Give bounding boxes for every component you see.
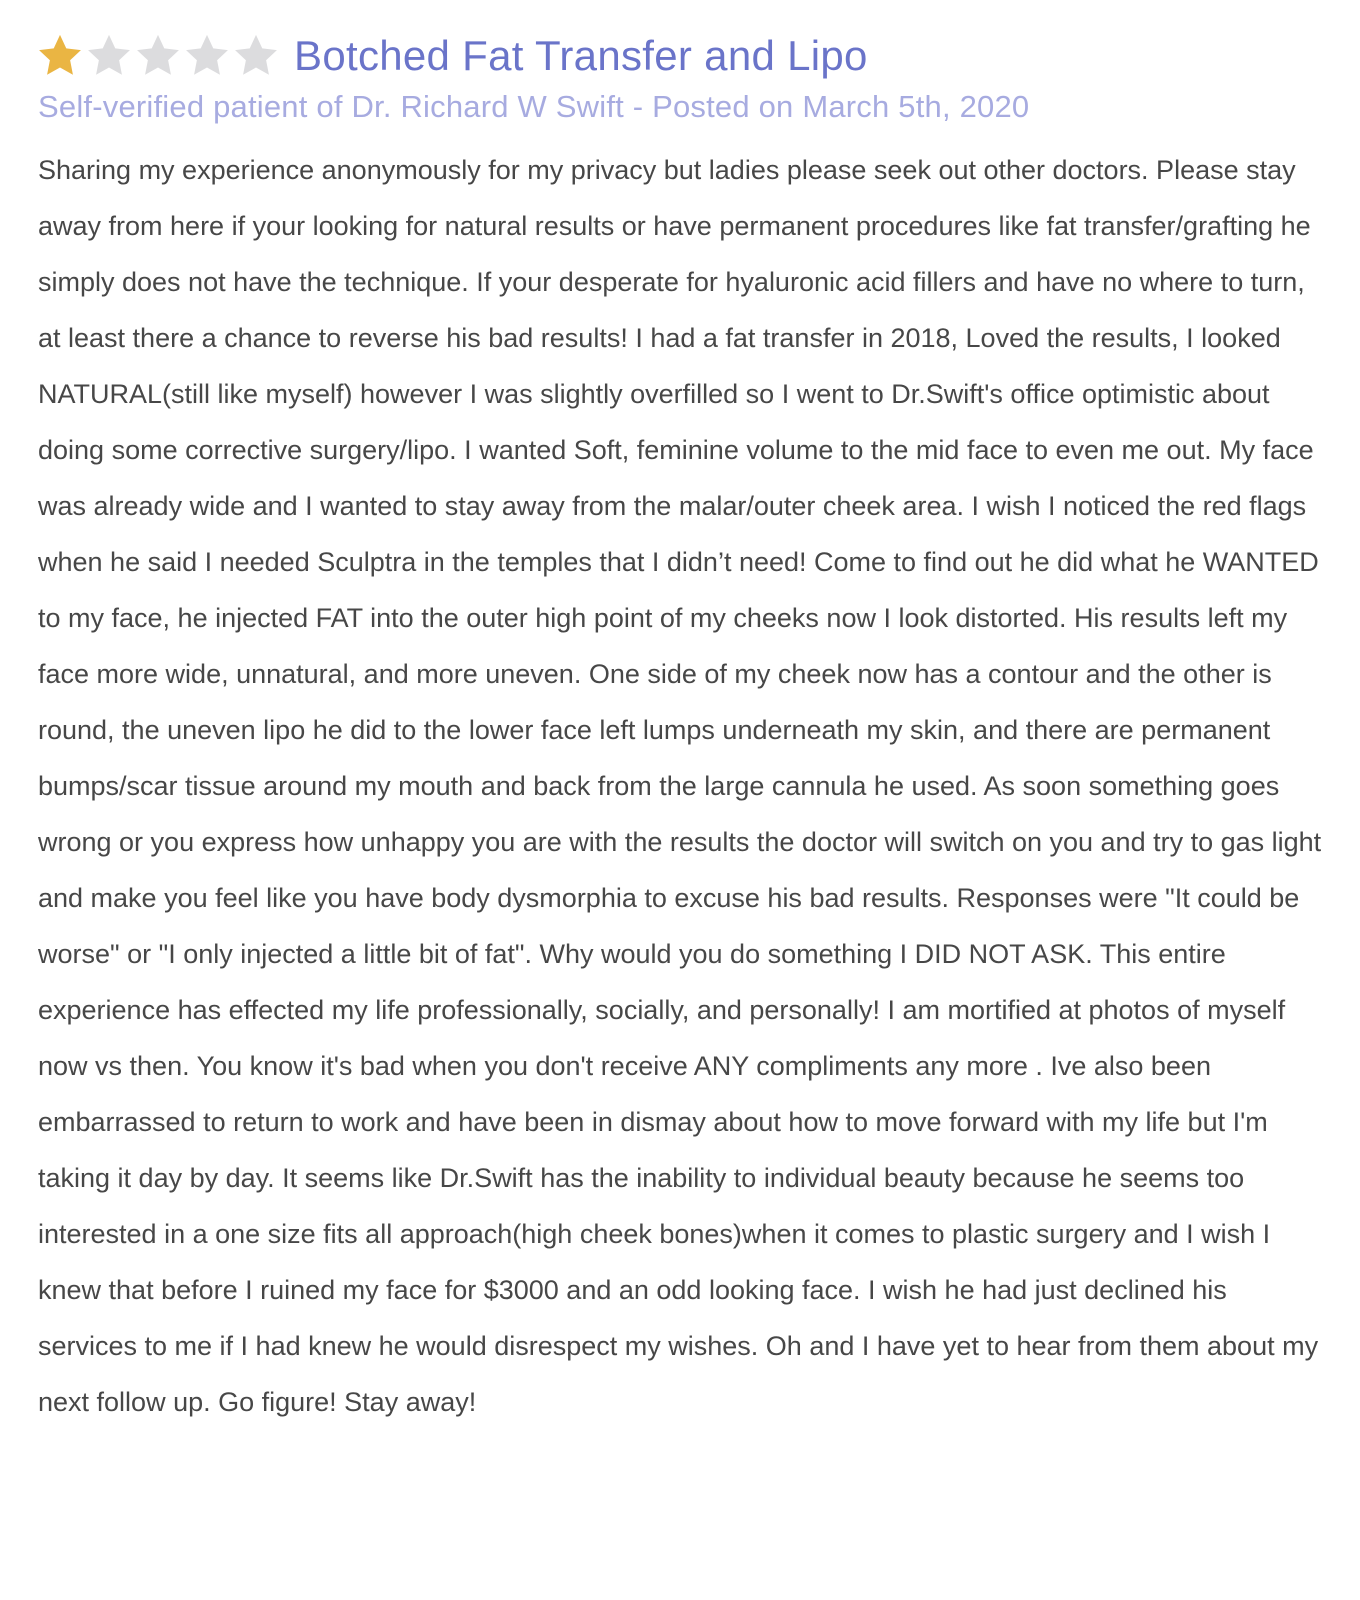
review-body: Sharing my experience anonymously for my privacy but ladies please seek out other doctors. Please stay away from here if your looking for natural results or have permanent procedures like fat transfer/grafting he simply does not have the technique. If your desperate for hyaluronic acid fillers and have no where to turn, at least there a chance to reverse his bad results! I had a fat transfer in 2018, Loved the results, I looked NATURAL(still like myself) however I was slightly overfilled so I went to Dr.Swift's office optimistic about doing some corrective surgery/lipo. I wanted Soft, feminine volume to the mid face to even me out. My face was already wide and I wanted to stay away from the malar/outer cheek area. I wish I noticed the red flags when he said I needed Sculptra in the temples that I didn’t need! Come to find out he did what he WANTED to my face, he injected FAT into the outer high point of my cheeks now I look distorted. His results left my face more wide, unnatural, and more uneven. One side of my cheek now has a contour and the other is round, the uneven lipo he did to the lower face left lumps underneath my skin, and there are permanent bumps/scar tissue around my mouth and back from the large cannula he used. As soon something goes wrong or you express how unhappy you are with the results the doctor will switch on you and try to gas light and make you feel like you have body dysmorphia to excuse his bad results. Responses were "It could be worse" or "I only injected a little bit of fat". Why would you do something I DID NOT ASK. This entire experience has effected my life professionally, socially, and personally! I am mortified at photos of myself now vs then. You know it's bad when you don't receive ANY compliments any more . Ive also been embarrassed to return to work and have been in dismay about how to move forward with my life but I'm taking it day by day. It seems like Dr.Swift has the inability to individual beauty because he seems too interested in a one size fits all approach(high cheek bones)when it comes to plastic surgery and I wish I knew that before I ruined my face for $3000 and an odd looking face. I wish he had just declined his services to me if I had knew he would disrespect my wishes. Oh and I have yet to hear from them about my next follow up. Go figure! Stay away! <box>38 155 1322 1417</box>
star-rating <box>38 34 278 78</box>
star-icon <box>234 34 278 78</box>
star-icon <box>38 34 82 78</box>
review-byline: Self-verified patient of Dr. Richard W Swift - Posted on March 5th, 2020 <box>38 89 1030 124</box>
review-title: Botched Fat Transfer and Lipo <box>294 32 868 79</box>
review-header <box>38 32 1322 80</box>
star-icon <box>87 34 131 78</box>
star-icon <box>136 34 180 78</box>
star-icon <box>185 34 229 78</box>
